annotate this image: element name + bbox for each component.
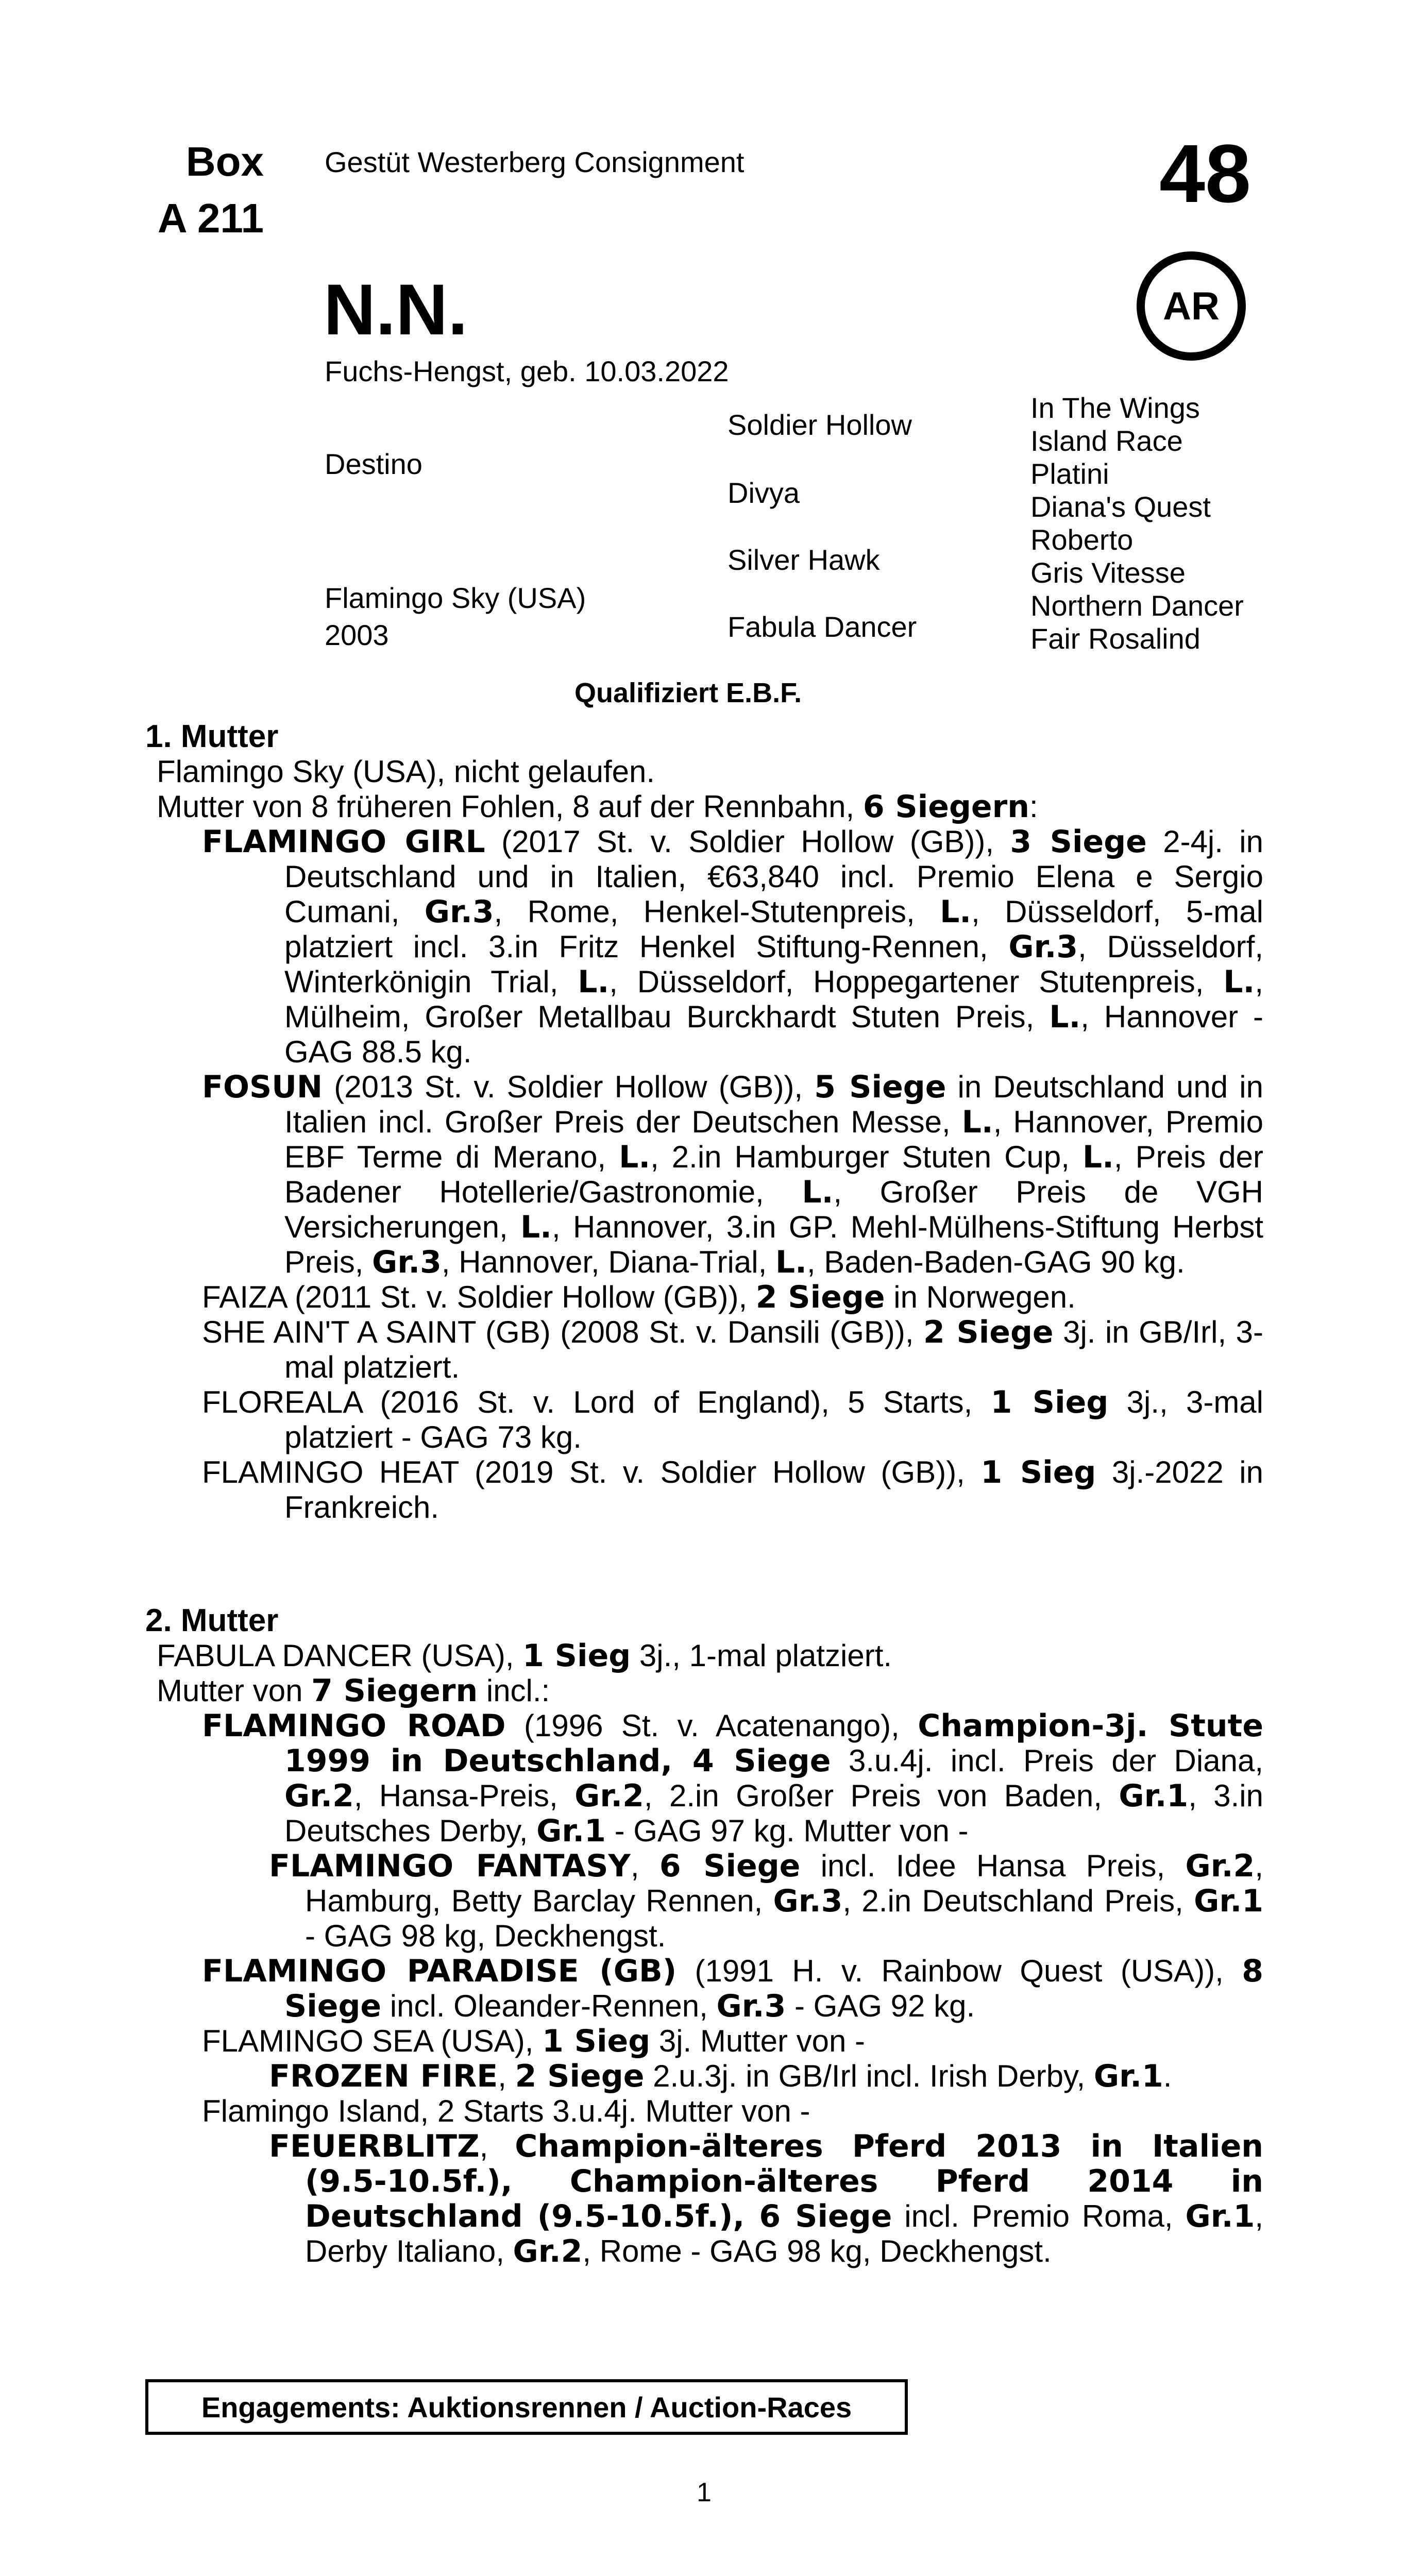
first-dam-line2-a: Mutter von 8 früheren Fohlen, 8 auf der Rennbahn, [157,789,855,824]
text: SHE AIN'T A SAINT (GB) (2008 St. v. Dansili (GB)), [202,1315,924,1349]
bold-text: Gr.2 [284,1778,354,1814]
text: , [479,2129,515,2163]
pedigree-sire: Destino [325,448,422,480]
second-dam-line1-c: 3j., 1-mal platziert. [639,1638,892,1673]
text: FLOREALA (2016 St. v. Lord of England), 5 Starts, [202,1385,991,1419]
offspring-entry [202,2059,1263,2094]
text: FLAMINGO SEA (USA), [202,2024,543,2058]
offspring-entry [202,2129,1263,2269]
text: in Deutschland und in Italien incl. Großer Preis der Deutschen Messe, [284,1070,1263,1139]
text: (2017 St. v. Soldier Hollow (GB)), [485,824,1010,859]
bold-text: Gr.3 [773,1883,843,1919]
text: , Rome - GAG 98 kg, Deckhengst. [582,2234,1052,2268]
bold-text: FLAMINGO ROAD [202,1708,506,1744]
offspring-entry [202,1455,1263,1525]
text: incl. Idee Hansa Preis, [800,1849,1186,1883]
pedigree-dam-sire: Silver Hawk [728,544,880,576]
text: 3j. in GB/Irl, 3-mal platziert. [284,1315,1263,1384]
text: (2013 St. v. Soldier Hollow (GB)), [323,1070,815,1104]
text: , Hamburg, Betty Barclay Rennen, [305,1849,1263,1918]
bold-text: Champion-3j. Stute 1999 in Deutschland, 4 Siege [284,1708,1264,1779]
text: , Hannover, 3.in GP. Mehl-Mülhens-Stiftung Herbst Preis, [284,1210,1264,1279]
ancestor: Fair Rosalind [1030,622,1200,655]
ancestor: Diana's Quest [1030,490,1211,523]
offspring-entry [202,1070,1263,1280]
second-dam-line1-a: FABULA DANCER (USA), [157,1638,514,1673]
bold-text: L. [775,1244,807,1280]
text: , Hansa-Preis, [353,1778,575,1813]
bold-text: FROZEN FIRE [269,2058,498,2094]
bold-text: L. [1223,964,1255,1000]
bold-text: Champion-älteres Pferd 2013 in Italien (9.5-10.5f.), Champion-älteres Pferd 2014 in Deutschland (9.5-10.5f.), 6 Siege [305,2128,1263,2234]
engagements-label: Engagements: Auktionsrennen / Auction-Races [201,2391,852,2424]
second-dam-offspring [202,1708,1263,2269]
horse-name: N.N. [324,269,468,350]
qualification: Qualifiziert E.B.F. [574,677,802,708]
first-dam-line1: Flamingo Sky (USA), nicht gelaufen. [157,754,655,789]
bold-text: Gr.2 [513,2233,583,2269]
bold-text: FLAMINGO PARADISE (GB) [202,1953,677,1989]
text: , Hannover, Premio EBF Terme di Merano, [284,1105,1263,1174]
text: 3j., 3-mal platziert - GAG 73 kg. [284,1385,1264,1454]
bold-text: L. [802,1174,834,1210]
bold-text: Gr.1 [1119,1778,1189,1814]
bold-text: 2 Siege [515,2058,645,2094]
horse-description: Fuchs-Hengst, geb. 10.03.2022 [325,355,729,387]
pedigree-dam-year: 2003 [325,619,389,651]
text: , Düsseldorf, Hoppegartener Stutenpreis, [609,964,1224,999]
text: Flamingo Island, 2 Starts 3.u.4j. Mutter von - [202,2094,810,2128]
second-dam-line1 [157,1638,892,1673]
text: FAIZA (2011 St. v. Soldier Hollow (GB)), [202,1280,756,1314]
bold-text: Gr.1 [536,1813,606,1849]
ancestor: Island Race [1030,425,1183,457]
text: , Derby Italiano, [305,2199,1263,2268]
ancestor: In The Wings [1030,392,1200,424]
page-number: 1 [697,2478,712,2507]
text: 2.u.3j. in GB/Irl incl. Irish Derby, [644,2059,1094,2093]
second-dam-line2 [157,1673,550,1708]
text: - GAG 98 kg, Deckhengst. [305,1919,666,1953]
bold-text: Gr.1 [1093,2058,1163,2094]
text: 3.u.4j. incl. Preis der Diana, [831,1743,1263,1778]
text: , Baden-Baden-GAG 90 kg. [806,1245,1185,1279]
text: , Hannover, Diana-Trial, [441,1245,775,1279]
bold-text: Gr.1 [1194,1883,1263,1919]
text: , Preis der Badener Hotellerie/Gastronomie, [284,1140,1263,1209]
second-dam-winners: 7 Siegern [311,1673,478,1709]
ar-badge-label: AR [1163,284,1220,328]
ancestor: Platini [1030,457,1109,490]
bold-text: Gr.3 [372,1244,442,1280]
text: , Rome, Henkel-Stutenpreis, [494,894,940,929]
bold-text: 1 Sieg [990,1384,1109,1420]
bold-text: 1 Sieg [980,1454,1096,1490]
text: 3j. Mutter von - [650,2024,865,2058]
second-dam-heading: 2. Mutter [145,1603,279,1638]
bold-text: Gr.3 [424,894,494,930]
text: , [630,1849,659,1883]
box-number: A 211 [157,195,264,241]
pedigree-sire-sire: Soldier Hollow [728,409,912,441]
text: , Mülheim, Großer Metallbau Burckhardt Stuten Preis, [284,964,1263,1034]
ancestor: Roberto [1030,523,1134,556]
text: 3j.-2022 in Frankreich. [284,1455,1264,1524]
bold-text: FEUERBLITZ [269,2128,480,2164]
text: , Großer Preis de VGH Versicherungen, [284,1175,1264,1244]
first-dam-heading: 1. Mutter [145,719,279,754]
second-dam-wins: 1 Sieg [522,1638,631,1674]
bold-text: L. [961,1104,993,1140]
offspring-entry [202,2094,1263,2129]
pedigree-dam-dam: Fabula Dancer [728,611,917,643]
bold-text: FOSUN [202,1069,323,1105]
bold-text: FLAMINGO GIRL [202,824,485,860]
text: , Düsseldorf, Winterkönigin Trial, [284,929,1263,999]
offspring-entry [202,1385,1263,1455]
text: FLAMINGO HEAT (2019 St. v. Soldier Hollow (GB)), [202,1455,981,1489]
bold-text: Gr.2 [574,1778,644,1814]
first-dam-winners: 6 Siegern [862,789,1029,825]
lot-number: 48 [1159,127,1251,219]
bold-text: L. [619,1139,651,1175]
text: , 2.in Hamburger Stuten Cup, [650,1140,1082,1174]
text: , 2.in Deutschland Preis, [842,1884,1194,1918]
bold-text: 3 Siege [1010,824,1147,860]
bold-text: Gr.3 [1008,929,1078,965]
first-dam-line2 [157,789,1038,824]
second-dam-line2-a: Mutter von [157,1673,303,1708]
bold-text: 5 Siege [814,1069,946,1105]
offspring-entry [202,1849,1263,1954]
bold-text: 2 Siege [755,1279,885,1315]
bold-text: 8 Siege [284,1953,1264,2024]
bold-text: L. [940,894,972,930]
ancestor: Northern Dancer [1030,589,1244,622]
box-label: Box [185,139,264,184]
text: - GAG 97 kg. Mutter von - [605,1814,969,1848]
bold-text: L. [1082,1139,1114,1175]
bold-text: 6 Siege [659,1848,801,1884]
text: - GAG 92 kg. [786,1989,975,2023]
consignor: Gestüt Westerberg Consignment [325,146,745,178]
text: 2-4j. in Deutschland und in Italien, €63,840 incl. Premio Elena e Sergio Cumani, [284,824,1263,929]
text: in Norwegen. [885,1280,1076,1314]
bold-text: 2 Siege [923,1314,1054,1350]
ancestor: Gris Vitesse [1030,556,1186,589]
bold-text: Gr.3 [716,1988,786,2024]
first-dam-offspring [202,824,1263,1525]
offspring-entry [202,2024,1263,2059]
engagements-box [145,2379,908,2435]
text: , Düsseldorf, 5-mal platziert incl. 3.in Fritz Henkel Stiftung-Rennen, [284,894,1263,964]
offspring-entry [202,1315,1263,1385]
bold-text: L. [1049,999,1081,1035]
text: , 2.in Großer Preis von Baden, [644,1778,1119,1813]
text: , [498,2059,515,2093]
bold-text: Gr.1 [1185,2198,1255,2234]
offspring-entry [202,1280,1263,1315]
bold-text: L. [578,964,610,1000]
text: . [1163,2059,1172,2093]
pedigree-sire-dam: Divya [728,477,800,509]
text: (1991 H. v. Rainbow Quest (USA)), [676,1954,1242,1988]
text: (1996 St. v. Acatenango), [505,1708,918,1743]
bold-text: FLAMINGO FANTASY [269,1848,631,1884]
ar-badge [1137,251,1246,361]
text: incl. Oleander-Rennen, [381,1989,717,2023]
text: , Hannover - GAG 88.5 kg. [284,999,1263,1069]
text: , 3.in Deutsches Derby, [284,1778,1263,1848]
pedigree-dam: Flamingo Sky (USA) [325,582,586,614]
offspring-entry [202,1954,1263,2024]
offspring-entry [202,824,1263,1070]
pedigree-third-generation [1030,392,1244,655]
bold-text: L. [520,1209,552,1245]
bold-text: Gr.2 [1185,1848,1255,1884]
first-dam-line2-c: : [1029,789,1038,824]
text: incl. Premio Roma, [892,2199,1186,2233]
bold-text: 1 Sieg [542,2023,651,2059]
offspring-entry [202,1708,1263,1849]
second-dam-line2-c: incl.: [486,1673,550,1708]
